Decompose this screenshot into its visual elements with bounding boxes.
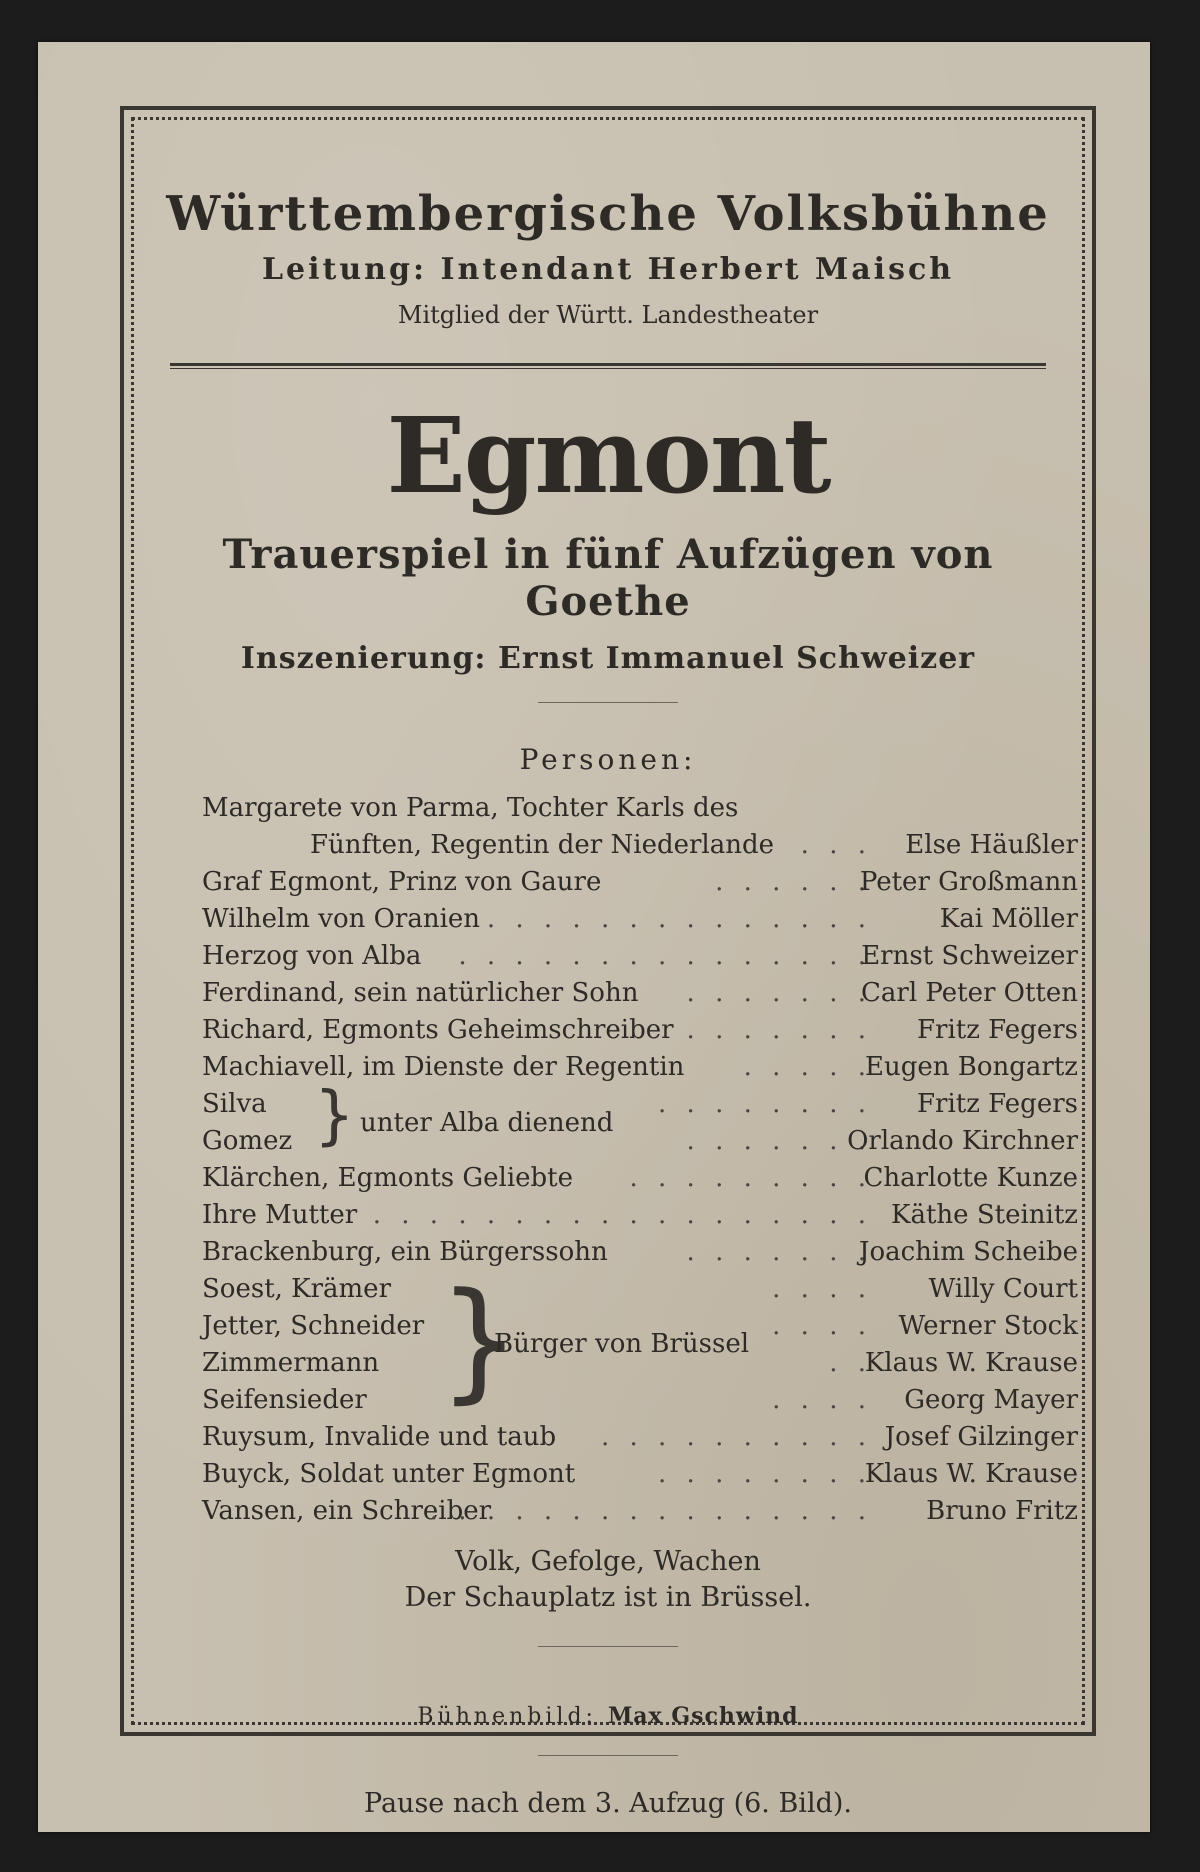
cast-actor: Klaus W. Krause [864, 1459, 1078, 1490]
cast-row [202, 1160, 1078, 1197]
play-staging: Inszenierung: Ernst Immanuel Schweizer [240, 641, 976, 677]
leader-dots: . . . [800, 830, 872, 861]
cast-role: Herzog von Alba [202, 941, 422, 972]
cast-actor: Charlotte Kunze [863, 1163, 1078, 1194]
leader-dots: . . . . . . . . . . . . . . . . . . [372, 1200, 872, 1231]
leader-dots: . . . . . [743, 1052, 872, 1083]
cast-actor: Joachim Scheibe [859, 1237, 1078, 1268]
cast-actor: Fritz Fegers [916, 1015, 1078, 1046]
leader-dots: . . . . . . . . [658, 1459, 872, 1490]
cast-role: Fünften, Regentin der Niederlande [310, 830, 775, 861]
cast-role: Klärchen, Egmonts Geliebte [202, 1163, 574, 1194]
cast-row [202, 864, 1078, 901]
cast-actor: Bruno Fritz [926, 1496, 1078, 1527]
leader-dots: . . . . . . . . [658, 1089, 872, 1120]
cast-row [202, 1234, 1078, 1271]
leader-dots: . . . . . . . [686, 978, 872, 1009]
leader-dots: . . . . . . . . . . [600, 1422, 872, 1453]
leader-dots: . . . . . . [715, 867, 872, 898]
leader-dots: . . . . [772, 1311, 872, 1342]
cast-actor: Ernst Schweizer [861, 941, 1078, 972]
cast-role: Wilhelm von Oranien [202, 904, 481, 935]
cast-role: Graf Egmont, Prinz von Gaure [202, 867, 602, 898]
cast-role: Ferdinand, sein natürlicher Sohn [202, 978, 639, 1009]
leader-dots: . . [829, 1348, 872, 1379]
cast-role: Richard, Egmonts Geheimschreiber [202, 1015, 674, 1046]
cast-row [202, 1456, 1078, 1493]
cast-row [202, 1493, 1078, 1530]
cast-row [202, 1012, 1078, 1049]
cast-row [202, 938, 1078, 975]
cast-row [202, 1345, 1078, 1382]
cast-role: Buyck, Soldat unter Egmont [202, 1459, 576, 1490]
short-divider [538, 702, 678, 703]
stage-design-credit [138, 1703, 1078, 1729]
header-divider [170, 363, 1046, 369]
cast-actor: Peter Großmann [859, 867, 1078, 898]
cast-row [202, 790, 1078, 827]
cast-actor: Eugen Bongartz [865, 1052, 1078, 1083]
cast-role: Margarete von Parma, Tochter Karls des [202, 793, 739, 824]
cast-role: Ihre Mutter [202, 1200, 358, 1231]
cast-actor: Werner Stock [898, 1311, 1078, 1342]
cast-role: Soest, Krämer [202, 1274, 391, 1305]
short-divider [538, 1755, 678, 1756]
program-sheet [38, 42, 1150, 1832]
leader-dots: . . . . . . . . . . . . . . [486, 904, 872, 935]
cast-actor: Käthe Steinitz [891, 1200, 1078, 1231]
theatre-name: Württembergische Volksbühne [166, 186, 1050, 242]
cast-row [202, 1419, 1078, 1456]
cast-actor: Georg Mayer [904, 1385, 1078, 1416]
group-label-brussels: Bürger von Brüssel [494, 1329, 750, 1360]
intermission-note: Pause nach dem 3. Aufzug (6. Bild). [364, 1788, 852, 1820]
cast-role: Ruysum, Invalide und taub [202, 1422, 557, 1453]
leader-dots: . . . . [772, 1274, 872, 1305]
cast-actor: Fritz Fegers [916, 1089, 1078, 1120]
cast-actor: Kai Möller [939, 904, 1078, 935]
stage-design-name: Max Gschwind [607, 1703, 799, 1730]
leader-dots: . . . . . . . [686, 1126, 872, 1157]
leader-dots: . . . . . . . . . . . . . . . . [429, 1496, 872, 1527]
group-label-alba: unter Alba dienend [360, 1108, 614, 1139]
cast-row [202, 975, 1078, 1012]
cast-row [202, 1382, 1078, 1419]
extras-line: Volk, Gefolge, Wachen [455, 1546, 761, 1578]
cast-role: Brackenburg, ein Bürgerssohn [202, 1237, 608, 1268]
short-divider [538, 1646, 678, 1647]
leader-dots: . . . . . . . . . . . . . . . [458, 941, 872, 972]
leader-dots: . . . . [772, 1385, 872, 1416]
play-title: Egmont [386, 394, 830, 517]
cast-actor: Carl Peter Otten [861, 978, 1078, 1009]
setting-line: Der Schauplatz ist in Brüssel. [404, 1582, 812, 1614]
stage-design-label: Bühnenbild: [417, 1704, 597, 1730]
cast-role: Silva [202, 1089, 267, 1120]
play-subtitle: Trauerspiel in fünf Aufzügen von Goethe [222, 531, 994, 626]
leader-dots: . . . . . . . [686, 1237, 872, 1268]
cast-role: Vansen, ein Schreiber [202, 1496, 492, 1527]
group-brace: } [438, 1264, 521, 1417]
cast-heading: Personen: [519, 743, 697, 777]
program-content [138, 126, 1078, 1819]
cast-row [202, 1197, 1078, 1234]
leader-dots: . . . . . . . . . [629, 1163, 872, 1194]
cast-role: Seifensieder [202, 1385, 367, 1416]
cast-row [202, 901, 1078, 938]
cast-role: Machiavell, im Dienste der Regentin [202, 1052, 685, 1083]
theatre-membership: Mitglied der Württ. Landestheater [397, 301, 819, 329]
cast-actor: Klaus W. Krause [864, 1348, 1078, 1379]
cast-role: Gomez [202, 1126, 293, 1157]
cast-actor: Else Häußler [905, 830, 1078, 861]
cast-role: Jetter, Schneider [202, 1311, 425, 1342]
cast-row [202, 1308, 1078, 1360]
group-brace: } [314, 1079, 355, 1154]
cast-actor: Josef Gilzinger [884, 1422, 1078, 1453]
leader-dots: . . . . . . . [686, 1015, 872, 1046]
theatre-direction: Leitung: Intendant Herbert Maisch [261, 252, 955, 287]
cast-list [202, 790, 1078, 1530]
cast-actor: Willy Court [928, 1274, 1078, 1305]
cast-role: Zimmermann [202, 1348, 380, 1379]
cast-row [202, 827, 1078, 864]
cast-actor: Orlando Kirchner [847, 1126, 1078, 1157]
